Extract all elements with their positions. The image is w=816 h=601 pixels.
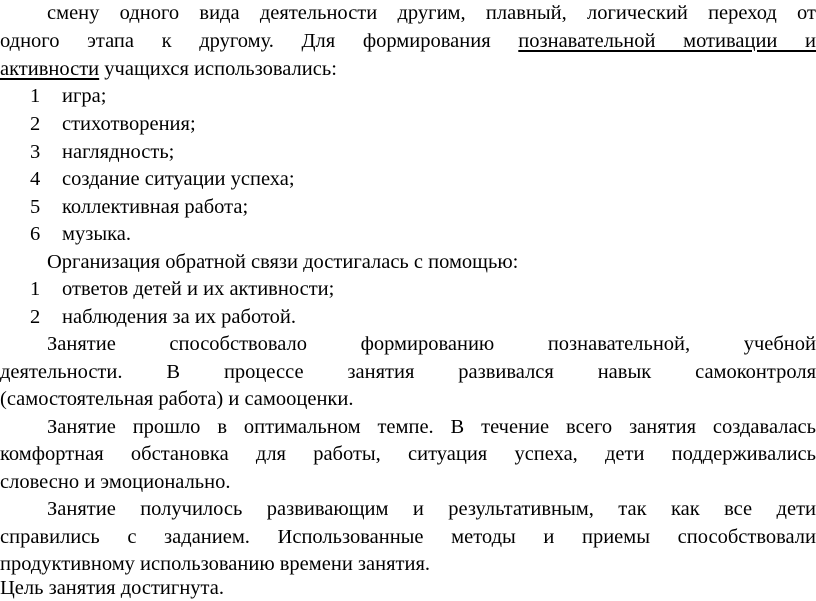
list-item-number: 1 bbox=[30, 85, 41, 107]
underlined-phrase-activity: активности bbox=[0, 58, 100, 80]
paragraph-1-line-2 bbox=[0, 28, 816, 54]
paragraph-3-line-1: Занятие прошло в оптимальном темпе. В течение всего занятия создавалась bbox=[47, 416, 816, 438]
paragraph-3-line-3: словесно и эмоционально. bbox=[0, 471, 231, 493]
list-item-text: создание ситуации успеха; bbox=[62, 168, 295, 190]
paragraph-1-line-1: смену одного вида деятельности другим, плавный, логический переход от bbox=[47, 2, 816, 24]
list-item-text: наблюдения за их работой. bbox=[62, 306, 296, 328]
paragraph-2-line-1: Занятие способствовало формированию познавательной, учебной bbox=[47, 333, 816, 355]
paragraph-1-line-3 bbox=[0, 56, 816, 82]
paragraph-1-line-2-text: одного этапа к другому. Для формирования bbox=[0, 30, 491, 52]
list-item-number: 6 bbox=[30, 223, 41, 245]
list-item-number: 2 bbox=[30, 306, 41, 328]
underlined-phrase-motivation: познавательной мотивации и bbox=[518, 30, 816, 52]
list-item-text: игра; bbox=[62, 85, 107, 107]
paragraph-4-line-1: Занятие получилось развивающим и результативным, так как все дети bbox=[47, 498, 816, 520]
list-item-text: ответов детей и их активности; bbox=[62, 278, 335, 300]
list-item-text: наглядность; bbox=[62, 141, 175, 163]
list-item-text: коллективная работа; bbox=[62, 196, 249, 218]
conclusion: Цель занятия достигнута. bbox=[0, 577, 224, 599]
feedback-intro: Организация обратной связи достигалась с помощью: bbox=[47, 251, 519, 273]
paragraph-2-line-3: (самостоятельная работа) и самооценки. bbox=[0, 388, 354, 410]
list-item-number: 4 bbox=[30, 168, 41, 190]
list-item-number: 3 bbox=[30, 141, 41, 163]
list-item-number: 2 bbox=[30, 113, 41, 135]
list-item-text: стихотворения; bbox=[62, 113, 196, 135]
paragraph-4-line-3: продуктивному использованию времени занятия. bbox=[0, 553, 430, 575]
paragraph-3-line-2: комфортная обстановка для работы, ситуация успеха, дети поддерживались bbox=[0, 443, 816, 465]
list-item-text: музыка. bbox=[62, 223, 131, 245]
paragraph-2-line-2: деятельности. В процессе занятия развивался навык самоконтроля bbox=[0, 361, 816, 383]
list-item-number: 5 bbox=[30, 196, 41, 218]
list-item-number: 1 bbox=[30, 278, 41, 300]
paragraph-4-line-2: справились с заданием. Использованные методы и приемы способствовали bbox=[0, 526, 816, 548]
paragraph-1-line-3-text: учащихся использовались: bbox=[99, 58, 337, 80]
